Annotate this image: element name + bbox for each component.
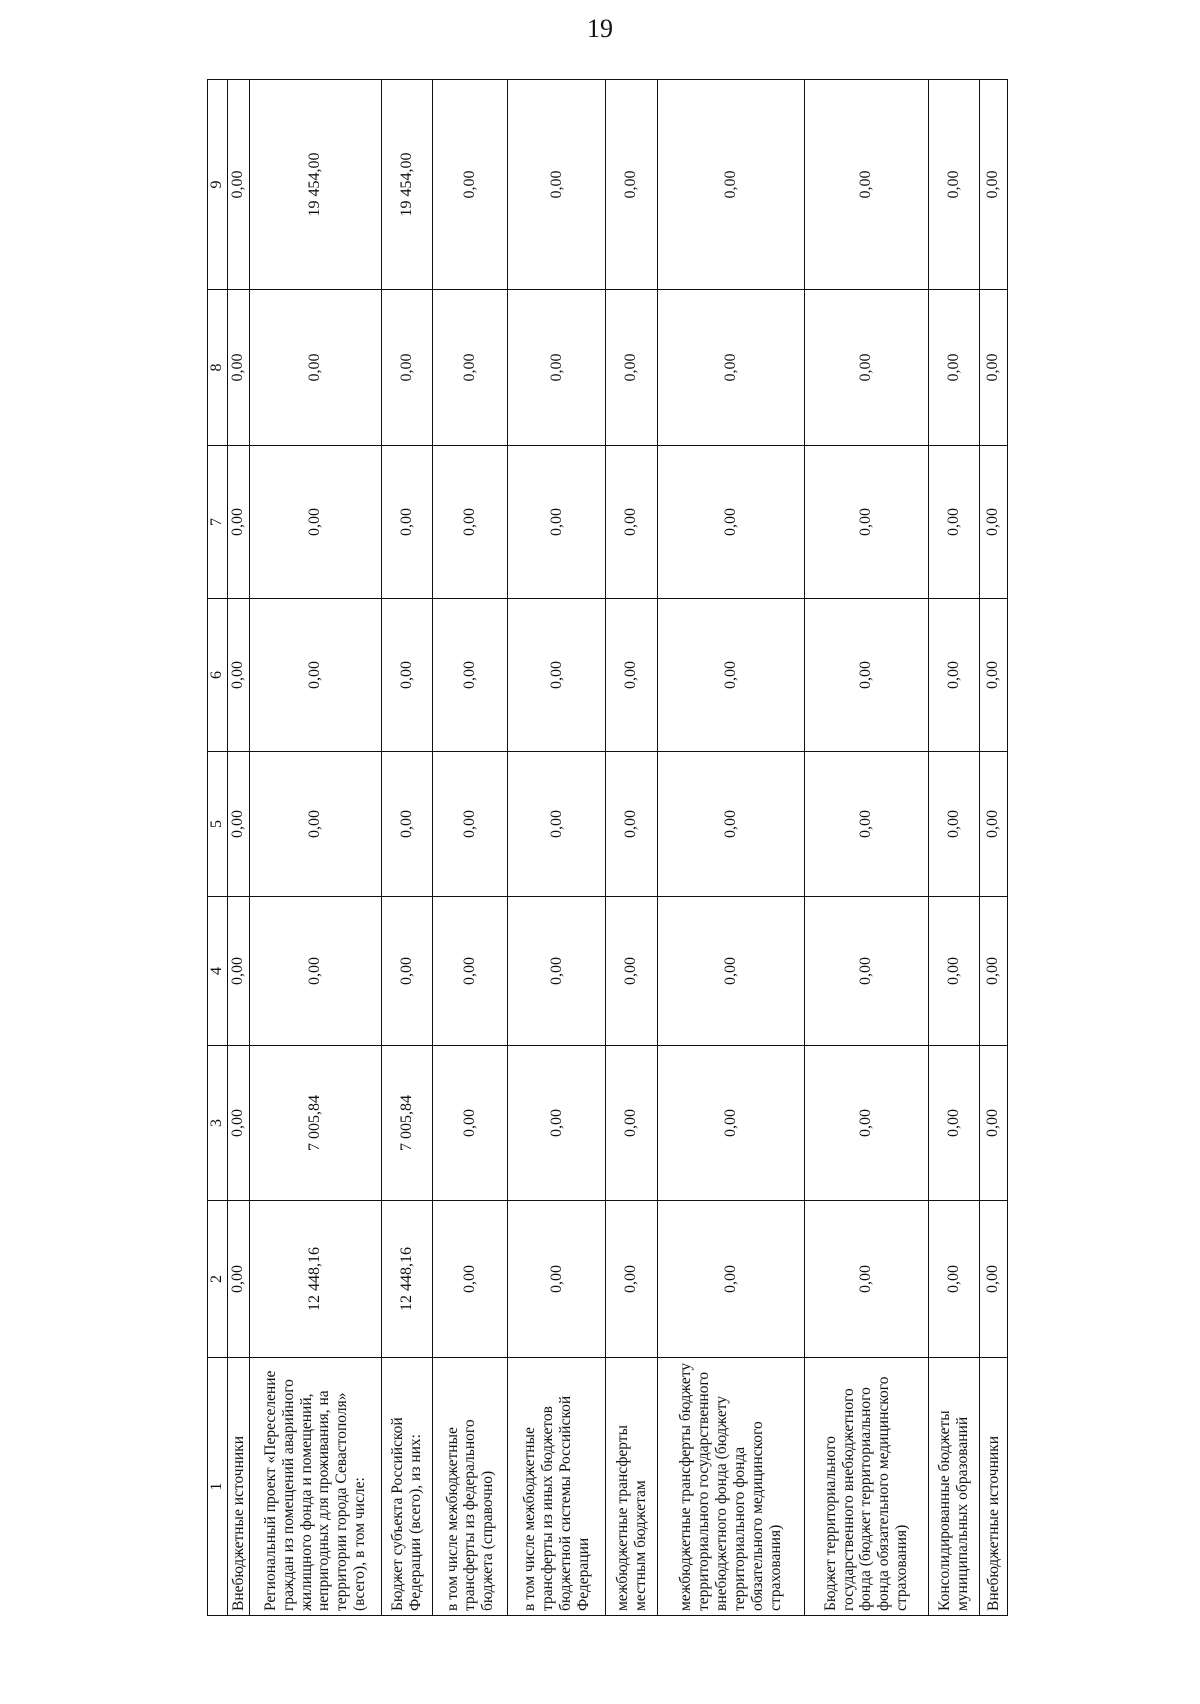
row-label: межбюджетные трансферты местным бюджетам [606, 1358, 657, 1616]
value-cell: 0,00 [606, 80, 657, 290]
value-cell: 7 005,84 [249, 1046, 381, 1201]
value-cell: 0,00 [508, 897, 606, 1046]
table-row [381, 80, 432, 1616]
value-cell: 0,00 [657, 80, 804, 290]
value-cell: 0,00 [381, 446, 432, 599]
page-number: 19 [587, 14, 613, 43]
value-cell: 12 448,16 [381, 1201, 432, 1358]
value-cell: 0,00 [227, 1201, 249, 1358]
column-header: 8 [208, 290, 228, 446]
row-label: Региональный проект «Переселение граждан из помещений аварийного жилищного фонда и помещений, непригодных для проживания, на территории города Севастополя» (всего), в том числе: [249, 1358, 381, 1616]
value-cell: 0,00 [249, 290, 381, 446]
value-cell: 0,00 [980, 1201, 1008, 1358]
value-cell: 0,00 [606, 290, 657, 446]
value-cell: 0,00 [227, 290, 249, 446]
value-cell: 0,00 [805, 599, 929, 752]
value-cell: 0,00 [227, 80, 249, 290]
value-cell: 0,00 [805, 1046, 929, 1201]
value-cell: 0,00 [606, 752, 657, 897]
column-header: 1 [208, 1358, 228, 1616]
value-cell: 0,00 [227, 599, 249, 752]
value-cell: 0,00 [606, 897, 657, 1046]
value-cell: 0,00 [928, 290, 979, 446]
row-label: в том числе межбюджетные трансферты из федерального бюджета (справочно) [433, 1358, 508, 1616]
value-cell: 19 454,00 [381, 80, 432, 290]
value-cell: 0,00 [508, 446, 606, 599]
value-cell: 0,00 [433, 599, 508, 752]
value-cell: 0,00 [433, 446, 508, 599]
value-cell: 0,00 [508, 290, 606, 446]
column-header: 4 [208, 897, 228, 1046]
row-label: Внебюджетные источники [227, 1358, 249, 1616]
value-cell: 0,00 [227, 1046, 249, 1201]
column-header: 2 [208, 1201, 228, 1358]
row-label: Бюджет территориального государственного внебюджетного фонда (бюджет территориального фонда обязательного медицинского страхования) [805, 1358, 929, 1616]
value-cell: 0,00 [928, 1201, 979, 1358]
financing-table [207, 79, 1008, 1616]
value-cell: 0,00 [980, 599, 1008, 752]
table-row [657, 80, 804, 1616]
table-header-row [208, 80, 228, 1616]
value-cell: 0,00 [249, 446, 381, 599]
table-row [433, 80, 508, 1616]
value-cell: 0,00 [381, 599, 432, 752]
table-row [980, 80, 1008, 1616]
value-cell: 0,00 [249, 897, 381, 1046]
value-cell: 0,00 [433, 752, 508, 897]
column-header: 7 [208, 446, 228, 599]
value-cell: 0,00 [805, 446, 929, 599]
value-cell: 0,00 [657, 1046, 804, 1201]
table-row [928, 80, 979, 1616]
table-row [805, 80, 929, 1616]
value-cell: 0,00 [657, 599, 804, 752]
value-cell: 0,00 [805, 290, 929, 446]
value-cell: 0,00 [980, 897, 1008, 1046]
table-row [508, 80, 606, 1616]
table-row [227, 80, 249, 1616]
column-header: 9 [208, 80, 228, 290]
value-cell: 0,00 [508, 599, 606, 752]
value-cell: 0,00 [980, 446, 1008, 599]
value-cell: 0,00 [928, 80, 979, 290]
value-cell: 0,00 [227, 752, 249, 897]
value-cell: 0,00 [657, 1201, 804, 1358]
value-cell: 0,00 [227, 446, 249, 599]
value-cell: 0,00 [381, 290, 432, 446]
value-cell: 0,00 [249, 752, 381, 897]
value-cell: 0,00 [433, 290, 508, 446]
value-cell: 0,00 [508, 1201, 606, 1358]
value-cell: 0,00 [227, 897, 249, 1046]
value-cell: 0,00 [433, 1201, 508, 1358]
value-cell: 0,00 [433, 1046, 508, 1201]
value-cell: 0,00 [980, 290, 1008, 446]
row-label: в том числе межбюджетные трансферты из иных бюджетов бюджетной системы Российской Федерации [508, 1358, 606, 1616]
column-header: 5 [208, 752, 228, 897]
row-label: Бюджет субъекта Российской Федерации (всего), из них: [381, 1358, 432, 1616]
value-cell: 0,00 [928, 446, 979, 599]
value-cell: 0,00 [928, 1046, 979, 1201]
value-cell: 0,00 [928, 752, 979, 897]
value-cell: 0,00 [928, 897, 979, 1046]
value-cell: 0,00 [508, 1046, 606, 1201]
value-cell: 0,00 [508, 80, 606, 290]
value-cell: 7 005,84 [381, 1046, 432, 1201]
value-cell: 0,00 [805, 752, 929, 897]
value-cell: 0,00 [928, 599, 979, 752]
column-header: 6 [208, 599, 228, 752]
row-label: Консолидированные бюджеты муниципальных образований [928, 1358, 979, 1616]
value-cell: 0,00 [606, 1046, 657, 1201]
value-cell: 0,00 [433, 897, 508, 1046]
value-cell: 0,00 [657, 752, 804, 897]
value-cell: 0,00 [606, 446, 657, 599]
table-row [249, 80, 381, 1616]
value-cell: 0,00 [433, 80, 508, 290]
value-cell: 12 448,16 [249, 1201, 381, 1358]
column-header: 3 [208, 1046, 228, 1201]
value-cell: 0,00 [249, 599, 381, 752]
value-cell: 19 454,00 [249, 80, 381, 290]
value-cell: 0,00 [805, 80, 929, 290]
value-cell: 0,00 [657, 897, 804, 1046]
value-cell: 0,00 [381, 752, 432, 897]
row-label: межбюджетные трансферты бюджету территориального государственного внебюджетного фонда (бюджету территориального фонда обязательного медицинского страхования) [657, 1358, 804, 1616]
value-cell: 0,00 [606, 599, 657, 752]
value-cell: 0,00 [657, 446, 804, 599]
value-cell: 0,00 [657, 290, 804, 446]
value-cell: 0,00 [980, 752, 1008, 897]
value-cell: 0,00 [805, 897, 929, 1046]
value-cell: 0,00 [381, 897, 432, 1046]
value-cell: 0,00 [606, 1201, 657, 1358]
value-cell: 0,00 [508, 752, 606, 897]
value-cell: 0,00 [980, 80, 1008, 290]
table-row [606, 80, 657, 1616]
value-cell: 0,00 [805, 1201, 929, 1358]
value-cell: 0,00 [980, 1046, 1008, 1201]
rotated-table-container [207, 80, 1008, 1616]
row-label: Внебюджетные источники [980, 1358, 1008, 1616]
